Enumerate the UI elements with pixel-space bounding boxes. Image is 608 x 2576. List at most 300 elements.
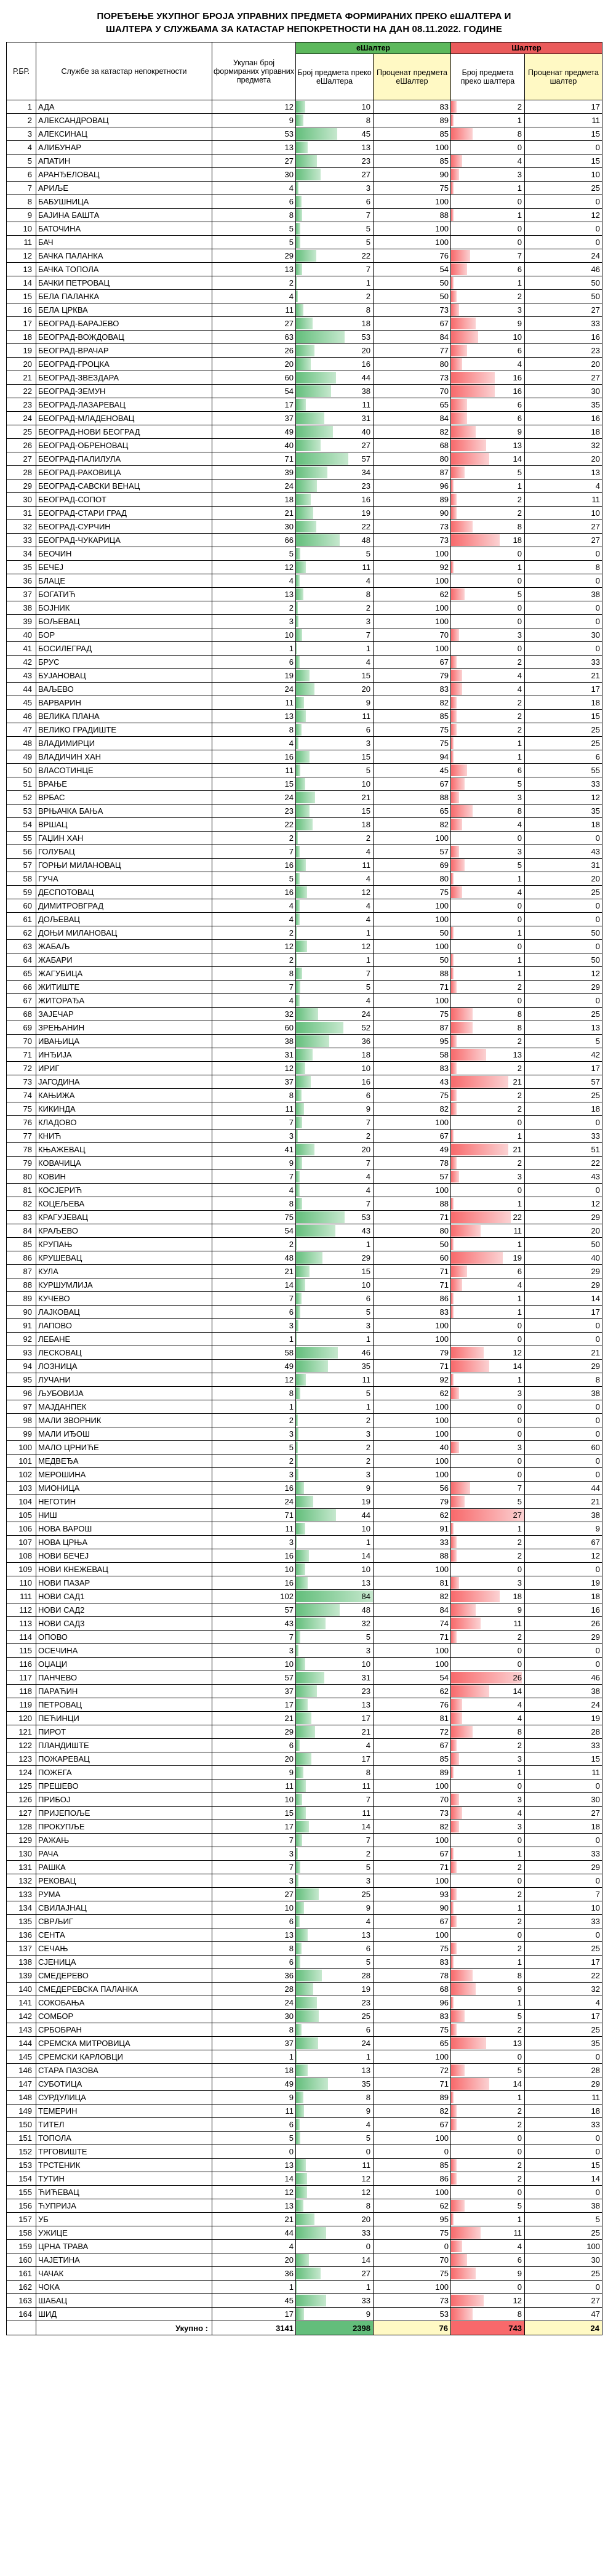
total-count: 20 (212, 1752, 296, 1766)
salter-count: 0 (451, 832, 525, 845)
total-count: 39 (212, 466, 296, 479)
total-count: 6 (212, 1306, 296, 1319)
salter-percent: 0 (525, 601, 602, 615)
esalter-percent: 75 (374, 1008, 451, 1021)
esalter-percent: 100 (374, 236, 451, 249)
esalter-percent: 57 (374, 845, 451, 859)
esalter-percent: 67 (374, 2118, 451, 2132)
office-name: ЧОКА (36, 2281, 212, 2294)
table-row (7, 2050, 602, 2064)
row-number: 157 (7, 2213, 36, 2226)
table-row (7, 1197, 602, 1211)
esalter-percent: 100 (374, 1455, 451, 1468)
total-count: 17 (212, 398, 296, 412)
total-label: Укупно : (36, 2321, 212, 2335)
table-row (7, 520, 602, 534)
table-row (7, 1698, 602, 1712)
esalter-percent: 62 (374, 1685, 451, 1698)
salter-count: 2 (451, 981, 525, 994)
esalter-count: 6 (296, 1292, 374, 1306)
esalter-percent: 100 (374, 601, 451, 615)
salter-count: 2 (451, 656, 525, 669)
row-number: 6 (7, 168, 36, 182)
esalter-count: 15 (296, 669, 374, 683)
total-count: 8 (212, 1387, 296, 1400)
table-row (7, 1969, 602, 1983)
esalter-percent: 68 (374, 439, 451, 452)
esalter-count: 1 (296, 642, 374, 656)
salter-count: 1 (451, 1306, 525, 1319)
office-name: БОЉЕВАЦ (36, 615, 212, 628)
esalter-count: 9 (296, 2105, 374, 2118)
salter-percent: 17 (525, 100, 602, 114)
esalter-count: 6 (296, 1942, 374, 1956)
esalter-percent: 100 (374, 2050, 451, 2064)
esalter-percent: 100 (374, 1834, 451, 1847)
esalter-count: 6 (296, 723, 374, 737)
row-number: 143 (7, 2023, 36, 2037)
row-number: 105 (7, 1509, 36, 1522)
table-row (7, 750, 602, 764)
total-count: 13 (212, 263, 296, 276)
total-count: 43 (212, 1617, 296, 1631)
row-number: 158 (7, 2226, 36, 2240)
esalter-count: 1 (296, 1238, 374, 1251)
salter-count: 0 (451, 1116, 525, 1130)
esalter-percent: 89 (374, 493, 451, 507)
office-name: ТИТЕЛ (36, 2118, 212, 2132)
row-number: 56 (7, 845, 36, 859)
table-row (7, 1021, 602, 1035)
total-count: 8 (212, 967, 296, 981)
total-s-pct: 24 (525, 2321, 602, 2335)
esalter-percent: 70 (374, 1793, 451, 1807)
row-number: 99 (7, 1427, 36, 1441)
total-count: 12 (212, 100, 296, 114)
office-name: НОВИ САД3 (36, 1617, 212, 1631)
salter-count: 5 (451, 588, 525, 601)
office-name: БЕЛА ПАЛАНКА (36, 290, 212, 303)
table-row (7, 168, 602, 182)
office-name: СЕНТА (36, 1928, 212, 1942)
esalter-count: 7 (296, 1793, 374, 1807)
office-name: ВРЊАЧКА БАЊА (36, 804, 212, 818)
esalter-percent: 96 (374, 479, 451, 493)
total-count: 10 (212, 1658, 296, 1671)
salter-percent: 25 (525, 1942, 602, 1956)
table-row (7, 1861, 602, 1874)
office-name: АЛИБУНАР (36, 141, 212, 154)
esalter-percent: 100 (374, 899, 451, 913)
total-count: 16 (212, 859, 296, 872)
row-number: 59 (7, 886, 36, 899)
row-number: 16 (7, 303, 36, 317)
esalter-count: 1 (296, 2050, 374, 2064)
salter-count: 2 (451, 1888, 525, 1901)
office-name: СОМБОР (36, 2010, 212, 2023)
esalter-count: 11 (296, 710, 374, 723)
row-number: 126 (7, 1793, 36, 1807)
salter-count: 4 (451, 1278, 525, 1292)
salter-count: 6 (451, 1265, 525, 1278)
esalter-count: 33 (296, 2226, 374, 2240)
salter-count: 0 (451, 2132, 525, 2145)
office-name: ИВАЊИЦА (36, 1035, 212, 1048)
row-number: 3 (7, 127, 36, 141)
esalter-count: 18 (296, 818, 374, 832)
esalter-count: 20 (296, 2213, 374, 2226)
salter-count: 0 (451, 1333, 525, 1346)
office-name: КЛАДОВО (36, 1116, 212, 1130)
total-count: 54 (212, 1224, 296, 1238)
salter-percent: 17 (525, 2010, 602, 2023)
total-count: 49 (212, 2077, 296, 2091)
table-row (7, 1522, 602, 1536)
salter-count: 3 (451, 168, 525, 182)
row-number: 136 (7, 1928, 36, 1942)
office-name: КАЊИЖА (36, 1089, 212, 1102)
esalter-percent: 75 (374, 1089, 451, 1102)
table-row (7, 1617, 602, 1631)
salter-percent: 25 (525, 723, 602, 737)
row-number: 48 (7, 737, 36, 750)
salter-percent: 33 (525, 1739, 602, 1752)
salter-count: 14 (451, 1685, 525, 1698)
salter-percent: 0 (525, 1874, 602, 1888)
table-row (7, 1224, 602, 1238)
row-number: 93 (7, 1346, 36, 1360)
salter-percent: 50 (525, 290, 602, 303)
office-name: БАЧ (36, 236, 212, 249)
esalter-count: 18 (296, 1048, 374, 1062)
row-number: 77 (7, 1130, 36, 1143)
esalter-percent: 95 (374, 2213, 451, 2226)
office-name: РАЖАЊ (36, 1834, 212, 1847)
salter-count: 2 (451, 2118, 525, 2132)
salter-count: 8 (451, 1008, 525, 1021)
row-number: 118 (7, 1685, 36, 1698)
esalter-count: 13 (296, 1698, 374, 1712)
total-count: 1 (212, 642, 296, 656)
total-count: 37 (212, 412, 296, 425)
salter-count: 0 (451, 236, 525, 249)
esalter-percent: 89 (374, 114, 451, 127)
salter-count: 1 (451, 1292, 525, 1306)
esalter-count: 25 (296, 1888, 374, 1901)
esalter-percent: 75 (374, 2226, 451, 2240)
row-number: 127 (7, 1807, 36, 1820)
row-number: 92 (7, 1333, 36, 1346)
row-number: 7 (7, 182, 36, 195)
table-row (7, 1102, 602, 1116)
table-row (7, 1901, 602, 1915)
esalter-percent: 60 (374, 1251, 451, 1265)
total-count: 28 (212, 1983, 296, 1996)
table-row (7, 628, 602, 642)
total-count: 21 (212, 507, 296, 520)
header-e-pct: Проценат предмета еШалтер (374, 54, 451, 100)
table-row (7, 425, 602, 439)
total-count: 24 (212, 791, 296, 804)
esalter-count: 1 (296, 926, 374, 940)
table-row (7, 1780, 602, 1793)
total-count: 38 (212, 1035, 296, 1048)
table-row (7, 2145, 602, 2159)
esalter-count: 19 (296, 507, 374, 520)
salter-percent: 33 (525, 1847, 602, 1861)
salter-count: 4 (451, 683, 525, 696)
office-name: ДОЉЕВАЦ (36, 913, 212, 926)
row-number: 123 (7, 1752, 36, 1766)
office-name: УБ (36, 2213, 212, 2226)
salter-count: 2 (451, 1549, 525, 1563)
salter-count: 0 (451, 1427, 525, 1441)
total-count: 13 (212, 588, 296, 601)
esalter-percent: 57 (374, 1170, 451, 1184)
esalter-percent: 100 (374, 615, 451, 628)
row-number: 142 (7, 2010, 36, 2023)
salter-count: 1 (451, 953, 525, 967)
salter-count: 18 (451, 1590, 525, 1603)
office-name: ТУТИН (36, 2172, 212, 2186)
salter-count: 1 (451, 737, 525, 750)
total-count: 26 (212, 344, 296, 358)
total-count: 32 (212, 1008, 296, 1021)
salter-count: 1 (451, 750, 525, 764)
salter-count: 0 (451, 2281, 525, 2294)
salter-percent: 12 (525, 1549, 602, 1563)
salter-percent: 4 (525, 1996, 602, 2010)
office-name: ПРЕШЕВО (36, 1780, 212, 1793)
esalter-percent: 100 (374, 1874, 451, 1888)
esalter-count: 6 (296, 1089, 374, 1102)
salter-count: 3 (451, 1752, 525, 1766)
salter-percent: 20 (525, 452, 602, 466)
esalter-count: 4 (296, 899, 374, 913)
salter-percent: 29 (525, 1631, 602, 1644)
total-count: 19 (212, 669, 296, 683)
row-number: 30 (7, 493, 36, 507)
row-number: 98 (7, 1414, 36, 1427)
salter-count: 8 (451, 520, 525, 534)
esalter-count: 46 (296, 1346, 374, 1360)
row-number: 55 (7, 832, 36, 845)
total-count: 24 (212, 1495, 296, 1509)
salter-percent: 60 (525, 1441, 602, 1455)
salter-count: 3 (451, 1441, 525, 1455)
row-number: 140 (7, 1983, 36, 1996)
salter-count: 4 (451, 1698, 525, 1712)
office-name: ЗАЈЕЧАР (36, 1008, 212, 1021)
salter-count: 16 (451, 385, 525, 398)
total-count: 3 (212, 1319, 296, 1333)
salter-percent: 27 (525, 303, 602, 317)
salter-count: 4 (451, 358, 525, 371)
office-name: БЕОГРАД-ЛАЗАРЕВАЦ (36, 398, 212, 412)
office-name: НОВИ ПАЗАР (36, 1576, 212, 1590)
table-row (7, 926, 602, 940)
esalter-count: 21 (296, 1725, 374, 1739)
table-row (7, 209, 602, 222)
salter-percent: 0 (525, 1563, 602, 1576)
row-number: 74 (7, 1089, 36, 1102)
table-row (7, 1400, 602, 1414)
esalter-percent: 82 (374, 425, 451, 439)
total-count: 11 (212, 764, 296, 777)
row-number: 78 (7, 1143, 36, 1157)
esalter-count: 24 (296, 1008, 374, 1021)
salter-percent: 0 (525, 2050, 602, 2064)
total-count: 7 (212, 1834, 296, 1847)
table-row (7, 859, 602, 872)
total-count: 11 (212, 303, 296, 317)
salter-count: 0 (451, 642, 525, 656)
table-row (7, 2010, 602, 2023)
row-number: 164 (7, 2308, 36, 2321)
row-number: 138 (7, 1956, 36, 1969)
table-row (7, 1549, 602, 1563)
esalter-percent: 94 (374, 750, 451, 764)
esalter-count: 3 (296, 182, 374, 195)
table-row (7, 2064, 602, 2077)
office-name: УЖИЦЕ (36, 2226, 212, 2240)
salter-count: 21 (451, 1143, 525, 1157)
table-row (7, 276, 602, 290)
salter-percent: 14 (525, 1292, 602, 1306)
total-count: 102 (212, 1590, 296, 1603)
esalter-percent: 62 (374, 1387, 451, 1400)
total-count: 3 (212, 1644, 296, 1658)
salter-percent: 18 (525, 425, 602, 439)
office-name: БЕОГРАД-ЗЕМУН (36, 385, 212, 398)
total-count: 30 (212, 168, 296, 182)
esalter-percent: 100 (374, 1184, 451, 1197)
esalter-count: 44 (296, 1509, 374, 1522)
office-name: МАЛИ ИЂОШ (36, 1427, 212, 1441)
esalter-count: 36 (296, 1035, 374, 1048)
esalter-percent: 76 (374, 249, 451, 263)
esalter-percent: 79 (374, 1346, 451, 1360)
table-row (7, 1278, 602, 1292)
salter-percent: 47 (525, 2308, 602, 2321)
salter-count: 1 (451, 1847, 525, 1861)
total-count: 9 (212, 1157, 296, 1170)
salter-percent: 0 (525, 832, 602, 845)
esalter-percent: 67 (374, 1847, 451, 1861)
esalter-count: 3 (296, 1874, 374, 1888)
total-count: 10 (212, 628, 296, 642)
total-count: 58 (212, 1346, 296, 1360)
table-row (7, 1536, 602, 1549)
row-number: 1 (7, 100, 36, 114)
esalter-count: 14 (296, 2253, 374, 2267)
esalter-count: 21 (296, 791, 374, 804)
esalter-percent: 80 (374, 452, 451, 466)
office-name: БЕОГРАД-СТАРИ ГРАД (36, 507, 212, 520)
office-name: БЕЧЕЈ (36, 561, 212, 574)
total-count: 5 (212, 1441, 296, 1455)
salter-count: 6 (451, 263, 525, 276)
table-row (7, 2118, 602, 2132)
salter-percent: 35 (525, 2037, 602, 2050)
office-name: ЖАБАЉ (36, 940, 212, 953)
office-name: ПРИЈЕПОЉЕ (36, 1807, 212, 1820)
salter-count: 5 (451, 1495, 525, 1509)
esalter-percent: 83 (374, 1306, 451, 1319)
esalter-count: 2 (296, 1455, 374, 1468)
esalter-count: 53 (296, 1211, 374, 1224)
table-row (7, 1238, 602, 1251)
table-row (7, 452, 602, 466)
salter-count: 0 (451, 1468, 525, 1482)
total-count: 7 (212, 1861, 296, 1874)
esalter-percent: 65 (374, 398, 451, 412)
salter-percent: 38 (525, 2199, 602, 2213)
row-number: 14 (7, 276, 36, 290)
esalter-percent: 85 (374, 154, 451, 168)
salter-percent: 0 (525, 1116, 602, 1130)
office-name: БЛАЦЕ (36, 574, 212, 588)
total-count: 49 (212, 425, 296, 439)
esalter-count: 33 (296, 2294, 374, 2308)
table-row (7, 953, 602, 967)
esalter-count: 2 (296, 1441, 374, 1455)
esalter-count: 4 (296, 994, 374, 1008)
table-row (7, 1996, 602, 2010)
row-number: 83 (7, 1211, 36, 1224)
total-s-count: 743 (451, 2321, 525, 2335)
row-number: 53 (7, 804, 36, 818)
row-number: 132 (7, 1874, 36, 1888)
esalter-percent: 85 (374, 710, 451, 723)
row-number: 88 (7, 1278, 36, 1292)
esalter-count: 5 (296, 981, 374, 994)
esalter-percent: 83 (374, 1062, 451, 1075)
office-name: КРАГУЈЕВАЦ (36, 1211, 212, 1224)
table-row (7, 1360, 602, 1373)
office-name: ВРШАЦ (36, 818, 212, 832)
row-number: 91 (7, 1319, 36, 1333)
salter-percent: 33 (525, 1915, 602, 1928)
office-name: МЕРОШИНА (36, 1468, 212, 1482)
esalter-percent: 62 (374, 588, 451, 601)
esalter-count: 0 (296, 2145, 374, 2159)
salter-count: 0 (451, 1658, 525, 1671)
total-count: 4 (212, 574, 296, 588)
table-row (7, 1468, 602, 1482)
salter-percent: 23 (525, 344, 602, 358)
salter-count: 2 (451, 290, 525, 303)
esalter-percent: 100 (374, 940, 451, 953)
salter-percent: 18 (525, 818, 602, 832)
esalter-count: 10 (296, 1522, 374, 1536)
total-count: 7 (212, 845, 296, 859)
esalter-percent: 84 (374, 331, 451, 344)
esalter-percent: 92 (374, 1373, 451, 1387)
office-name: ЛЕБАНЕ (36, 1333, 212, 1346)
esalter-percent: 100 (374, 1468, 451, 1482)
total-count: 3 (212, 1468, 296, 1482)
salter-percent: 18 (525, 2105, 602, 2118)
total-count: 11 (212, 1522, 296, 1536)
office-name: ГАЏИН ХАН (36, 832, 212, 845)
esalter-percent: 73 (374, 520, 451, 534)
office-name: СОКОБАЊА (36, 1996, 212, 2010)
salter-percent: 29 (525, 1278, 602, 1292)
esalter-count: 1 (296, 1400, 374, 1414)
row-number: 69 (7, 1021, 36, 1035)
office-name: ЛУЧАНИ (36, 1373, 212, 1387)
